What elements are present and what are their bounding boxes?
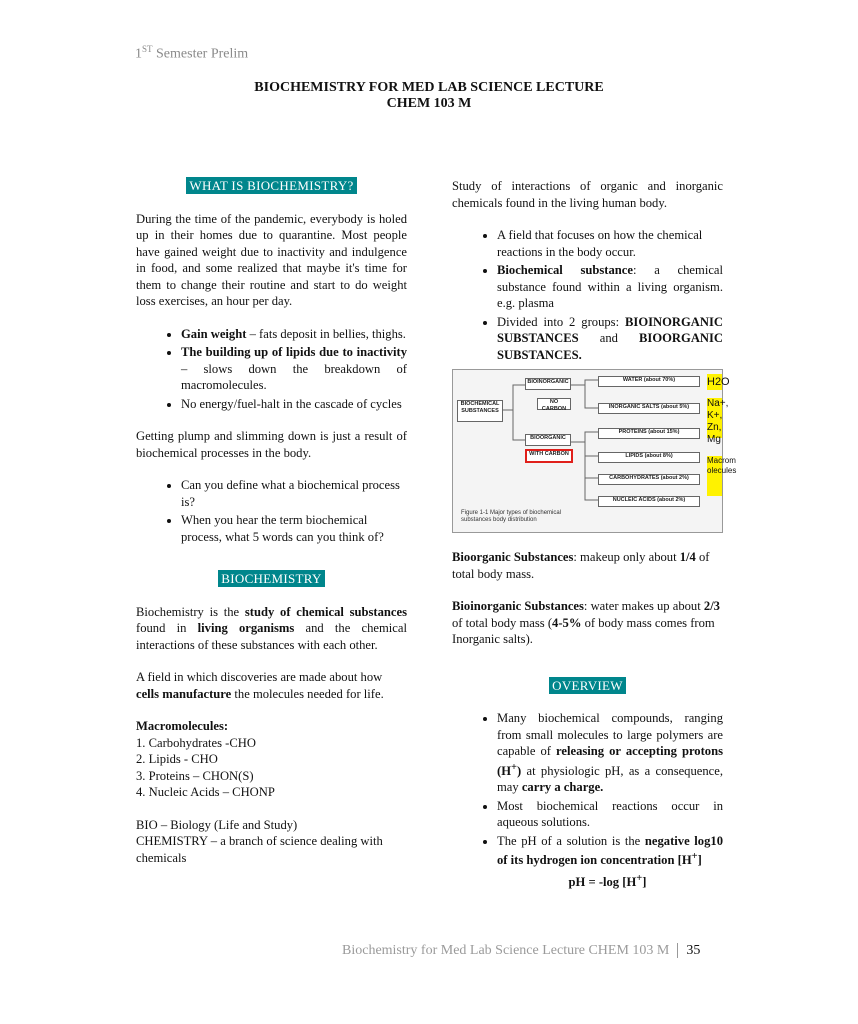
paragraph-study: Study of interactions of organic and inorganic chemicals found in the living human body. [452, 179, 723, 210]
bold-text: ) [516, 763, 522, 778]
bold-term: study of chemical substances [244, 604, 407, 619]
bold-term: Gain weight [181, 326, 247, 341]
text: Many biochemical compounds, ranging from small molecules to large polymers are capable of [497, 711, 723, 758]
paragraph-pandemic: During the time of the pandemic, everybody is holed up in their homes due to quarantine. Most people have gained weight due to inactivity and indulgence in food, and some realized that maybe it's time for them to change their routine and start to do weight loss exercises, an hour per day. [136, 211, 407, 308]
node-carbohydrates: CARBOHYDRATES (about 2%) [598, 474, 700, 485]
footer-text: Biochemistry for Med Lab Science Lecture CHEM 103 M [342, 943, 670, 958]
bold-term: 4-5% [552, 615, 582, 630]
node-inorganic-salts: INORGANIC SALTS (about 5%) [598, 403, 700, 414]
bold-term: 2/3 [703, 599, 720, 613]
bold-term: Bioinorganic Substances [452, 599, 584, 613]
text: Divided into 2 groups: [497, 314, 626, 329]
ph-formula [452, 871, 723, 891]
paragraph-bioinorganic [452, 598, 723, 648]
list-item [181, 326, 407, 343]
page-footer [342, 943, 700, 959]
bold-term: The building up of lipids due to inactivity [181, 345, 407, 359]
list-item: • When you hear the term biochemical process, what 5 words can you think of? [181, 512, 407, 545]
text: The pH of a solution is the [497, 833, 645, 848]
macro-item: 2. Lipids - CHO [136, 752, 218, 766]
heading-label: OVERVIEW [549, 677, 626, 694]
node-no-carbon: NO CARBON [537, 398, 571, 410]
macro-item: 1. Carbohydrates -CHO [136, 735, 256, 750]
bold-term: BIOORGANIC SUBSTANCES. [497, 331, 723, 362]
text: : a chemical substance found within a living organism. e.g. plasma [497, 263, 723, 310]
semester-superscript: ST [142, 44, 153, 54]
list-item [497, 833, 723, 869]
macro-item: 3. Proteins – CHON(S) [136, 768, 254, 783]
figure-caption: Figure 1-1 Major types of biochemical substances body distribution [461, 510, 562, 523]
list-item: • A field that focuses on how the chemical reactions in the body occur. [497, 227, 723, 260]
title-line-1: BIOCHEMISTRY FOR MED LAB SCIENCE LECTURE [254, 80, 604, 95]
bold-term: Bioorganic Substances [452, 550, 574, 564]
document-title [0, 80, 858, 112]
text: the molecules needed for life. [231, 686, 384, 701]
right-column [452, 178, 737, 891]
formula-text [568, 872, 647, 890]
formula-part: pH = -log [H [568, 875, 637, 890]
list-item [497, 262, 723, 312]
ions-label: Na+, K+, Zn, Mg [707, 398, 729, 445]
superscript: + [636, 872, 643, 884]
text: : water makes up about [583, 599, 704, 613]
bold-term: 1/4 [679, 550, 696, 564]
bold-text: releasing or accepting protons (H [497, 744, 724, 778]
formula-part: ] [642, 875, 647, 890]
bold-term: BIOINORGANIC SUBSTANCES [497, 314, 723, 345]
title-line-2: CHEM 103 M [386, 96, 472, 111]
node-bioorganic: BIOORGANIC [525, 434, 571, 446]
paragraph-bioorganic [452, 549, 723, 582]
text: of body mass comes from Inorganic salts). [452, 615, 715, 646]
list-item: • Can you define what a biochemical process is? [181, 477, 407, 510]
bold-term: carry a charge. [521, 780, 604, 795]
text: : makeup only about [573, 550, 680, 564]
node-lipids: LIPIDS (about 8%) [598, 452, 700, 463]
semester-text: Semester Prelim [156, 46, 249, 62]
overview-bullet-list [452, 710, 723, 869]
heading-biochemistry [136, 571, 407, 588]
text: of total body mass ( [452, 615, 553, 630]
substance-bullet-list [452, 227, 723, 363]
bold-text: ] [697, 853, 702, 868]
list-item [181, 396, 407, 413]
text: of total body mass. [452, 550, 710, 581]
list-item [181, 344, 407, 394]
node-water: WATER (about 70%) [598, 376, 700, 387]
text: and the chemical interactions of these substances with each other. [136, 621, 407, 652]
text: at physiologic pH, as a consequence, may [497, 763, 723, 795]
node-with-carbon: WITH CARBON [525, 449, 573, 463]
substance-diagram [452, 369, 737, 533]
list-item: • Most biochemical reactions occur in aqueous solutions. [497, 798, 723, 831]
bold-term: Macromolecules: [136, 719, 229, 733]
heading-label: WHAT IS BIOCHEMISTRY? [186, 177, 356, 194]
heading-overview [452, 678, 723, 695]
bold-term: cells manufacture [136, 686, 232, 701]
text: Biochemistry is the [136, 604, 245, 619]
bold-term: Biochemical substance [497, 263, 633, 277]
list-item [497, 710, 723, 796]
heading-label: BIOCHEMISTRY [218, 570, 324, 587]
left-column [136, 178, 407, 866]
paragraph-definition [136, 604, 407, 654]
text: A field in which discoveries are made about how [136, 670, 383, 684]
diagram-connectors [453, 370, 730, 532]
paragraph-plump: Getting plump and slimming down is just a result of biochemical processes in the body. [136, 429, 407, 460]
h2o-label: H2O [707, 376, 730, 388]
chemistry-definition: CHEMISTRY – a branch of science dealing with chemicals [136, 834, 383, 865]
bold-text: negative log10 of its hydrogen ion concentration [H [497, 833, 723, 868]
node-proteins: PROTEINS (about 15%) [598, 428, 700, 439]
node-biochemical-substances: BIOCHEMICAL SUBSTANCES [457, 400, 503, 422]
text: found in [136, 621, 198, 635]
superscript: + [511, 761, 517, 773]
node-bioinorganic: BIOINORGANIC [525, 378, 571, 390]
macromolecules-title [136, 718, 407, 735]
macro-item: 4. Nucleic Acids – CHONP [136, 785, 275, 799]
text: – fats deposit in bellies, thighs. [246, 326, 406, 341]
weight-bullet-list [136, 326, 407, 413]
text: – slows down the breakdown of macromolecules. [181, 361, 407, 392]
heading-what-is-biochemistry [136, 178, 407, 195]
text: No energy/fuel-halt in the cascade of cycles [181, 396, 402, 411]
paragraph-field [136, 669, 407, 702]
page-number: 35 [677, 943, 700, 958]
bio-definition: BIO – Biology (Life and Study) [136, 817, 298, 832]
macromolecules-label: Macrom olecules [707, 456, 722, 496]
list-item [497, 314, 723, 364]
text: and [578, 331, 640, 345]
superscript: + [691, 851, 698, 863]
question-list [136, 477, 407, 545]
bold-term: living organisms [197, 621, 295, 635]
node-nucleic-acids: NUCLEIC ACIDS (about 2%) [598, 496, 700, 507]
semester-label: 1ST Semester Prelim [135, 44, 249, 62]
